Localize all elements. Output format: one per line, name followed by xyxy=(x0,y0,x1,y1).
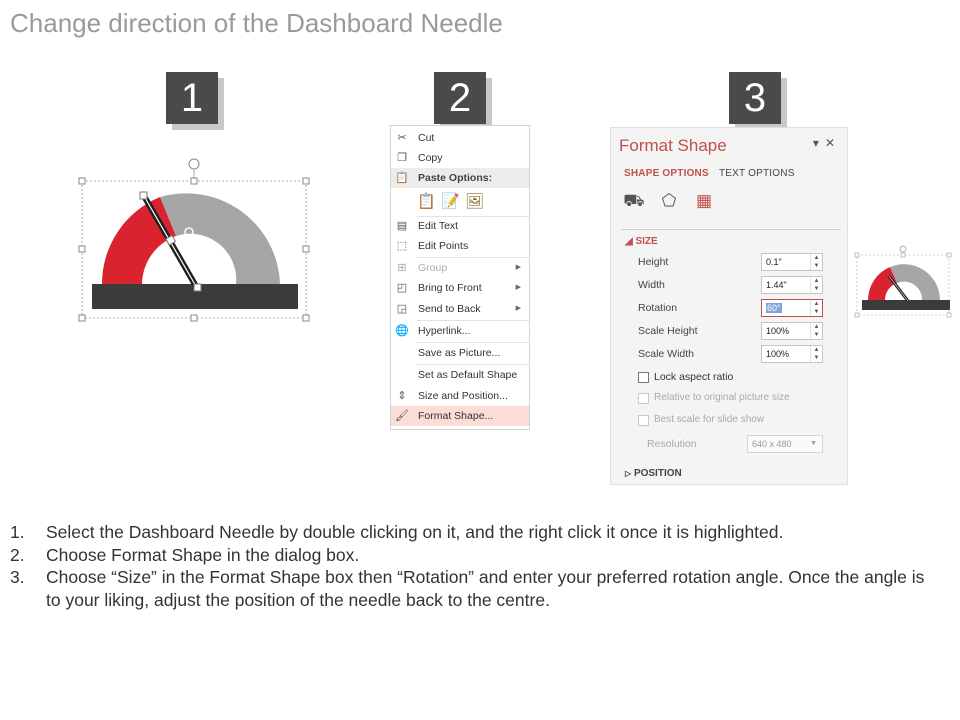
lock-aspect-label: Lock aspect ratio xyxy=(654,371,734,383)
bring-to-front-icon: ◰ xyxy=(396,282,408,294)
paste-icon: 📋 xyxy=(395,172,409,184)
pane-controls xyxy=(813,136,841,150)
pane-options-icon[interactable]: ▾ xyxy=(812,136,825,150)
instructions-list xyxy=(10,521,940,611)
menu-header-paste-options: 📋 Paste Options: xyxy=(391,168,529,188)
best-scale-label: Best scale for slide show xyxy=(654,414,765,425)
step-badge-1: 1 xyxy=(166,72,218,124)
menu-item-hyperlink[interactable]: 🌐 Hyperlink... xyxy=(395,325,471,337)
resolution-select[interactable]: 640 x 480 ▼ xyxy=(747,435,823,453)
expand-triangle-icon: ▷ xyxy=(625,469,632,478)
size-position-icon: ⇕ xyxy=(397,390,407,402)
effects-pentagon-icon[interactable]: ⬠ xyxy=(661,191,677,210)
rotation-label: Rotation xyxy=(638,302,678,314)
position-section-header[interactable]: ▷ POSITION xyxy=(625,468,682,479)
tab-text-options[interactable]: TEXT OPTIONS xyxy=(719,168,795,179)
hyperlink-icon: 🌐 xyxy=(395,325,409,337)
paste-keep-source-icon[interactable]: 📋 xyxy=(417,193,436,210)
width-label: Width xyxy=(638,279,665,291)
step-badge-2: 2 xyxy=(434,72,486,124)
resolution-label: Resolution xyxy=(647,438,697,450)
size-section-header[interactable]: ◢ SIZE xyxy=(625,236,658,247)
height-label: Height xyxy=(638,256,669,268)
rotate-handle-icon xyxy=(189,159,199,169)
spin-arrows-icon[interactable]: ▲ ▼ xyxy=(810,277,822,293)
rotation-input[interactable]: 60° ▲ ▼ xyxy=(761,299,823,317)
list-item: 3. Choose “Size” in the Format Shape box then “Rotation” and enter your preferred rotation angle. Once the angle is to your liking, adjust the position of the needle back to the centre. xyxy=(10,567,925,610)
menu-item-edit-points[interactable]: ⬚ Edit Points xyxy=(396,240,469,252)
menu-item-send-to-back[interactable]: ◲ Send to Back ▶ xyxy=(391,299,529,319)
menu-item-set-default-shape[interactable]: Set as Default Shape xyxy=(418,369,518,381)
rotated-gauge-preview xyxy=(852,243,954,321)
page-title: Change direction of the Dashboard Needle xyxy=(10,8,503,38)
scale-width-label: Scale Width xyxy=(638,348,695,360)
relative-original-checkbox[interactable] xyxy=(638,393,649,404)
submenu-arrow-icon: ▶ xyxy=(515,284,521,291)
menu-item-cut[interactable]: ✂ Cut xyxy=(391,128,529,148)
collapse-triangle-icon: ◢ xyxy=(625,236,633,247)
relative-original-label: Relative to original picture size xyxy=(654,392,790,403)
menu-item-format-shape[interactable]: 🖌 Format Shape... xyxy=(391,406,529,426)
spin-arrows-icon[interactable]: ▲ ▼ xyxy=(810,254,822,270)
format-shape-icon: 🖌 xyxy=(395,410,409,422)
paste-picture-icon[interactable]: 🖼 xyxy=(465,193,485,210)
step-badge-3: 3 xyxy=(729,72,781,124)
menu-item-group[interactable]: ⊞ Group ▶ xyxy=(391,258,529,278)
tab-shape-options[interactable]: SHAPE OPTIONS xyxy=(624,168,709,179)
width-input[interactable]: 1.44" ▲ ▼ xyxy=(761,276,823,294)
submenu-arrow-icon: ▶ xyxy=(515,264,521,271)
fill-line-icon[interactable]: ⛟ xyxy=(623,191,645,210)
paste-destination-icon[interactable]: 📝 xyxy=(441,193,460,210)
menu-item-size-and-position[interactable]: ⇕ Size and Position... xyxy=(391,386,529,406)
spin-arrows-icon[interactable]: ▲ ▼ xyxy=(810,323,822,339)
group-icon: ⊞ xyxy=(397,262,407,274)
best-scale-checkbox[interactable] xyxy=(638,415,649,426)
size-properties-icon[interactable]: ▦ xyxy=(695,191,713,210)
menu-item-bring-to-front[interactable]: ◰ Bring to Front ▶ xyxy=(391,278,529,298)
chevron-down-icon: ▼ xyxy=(810,440,817,447)
scale-height-input[interactable]: 100% ▲ ▼ xyxy=(761,322,823,340)
selected-gauge-shape[interactable] xyxy=(70,150,320,330)
context-menu xyxy=(390,125,530,430)
list-item: 1. Select the Dashboard Needle by double clicking on it, and the right click it once it is highlighted. xyxy=(10,522,784,542)
send-to-back-icon: ◲ xyxy=(396,303,408,315)
spin-arrows-icon[interactable]: ▲ ▼ xyxy=(810,300,822,316)
menu-item-edit-text[interactable]: ▤ Edit Text xyxy=(396,220,459,232)
spin-arrows-icon[interactable]: ▲ ▼ xyxy=(810,346,822,362)
rotate-handle-icon xyxy=(900,246,906,252)
height-input[interactable]: 0.1" ▲ ▼ xyxy=(761,253,823,271)
edit-text-icon: ▤ xyxy=(396,220,408,232)
menu-item-save-as-picture[interactable]: Save as Picture... xyxy=(418,347,501,359)
format-shape-pane xyxy=(610,127,848,485)
copy-icon: ❐ xyxy=(397,152,407,164)
close-icon[interactable]: ✕ xyxy=(824,136,841,150)
pane-title: Format Shape xyxy=(619,136,727,155)
scissors-icon: ✂ xyxy=(397,132,407,144)
lock-aspect-checkbox[interactable] xyxy=(638,372,649,383)
edit-points-icon: ⬚ xyxy=(396,240,408,252)
submenu-arrow-icon: ▶ xyxy=(515,305,521,312)
scale-height-label: Scale Height xyxy=(638,325,698,337)
menu-item-copy[interactable]: ❐ Copy xyxy=(391,148,529,168)
list-item: 2. Choose Format Shape in the dialog box. xyxy=(10,544,360,565)
scale-width-input[interactable]: 100% ▲ ▼ xyxy=(761,345,823,363)
